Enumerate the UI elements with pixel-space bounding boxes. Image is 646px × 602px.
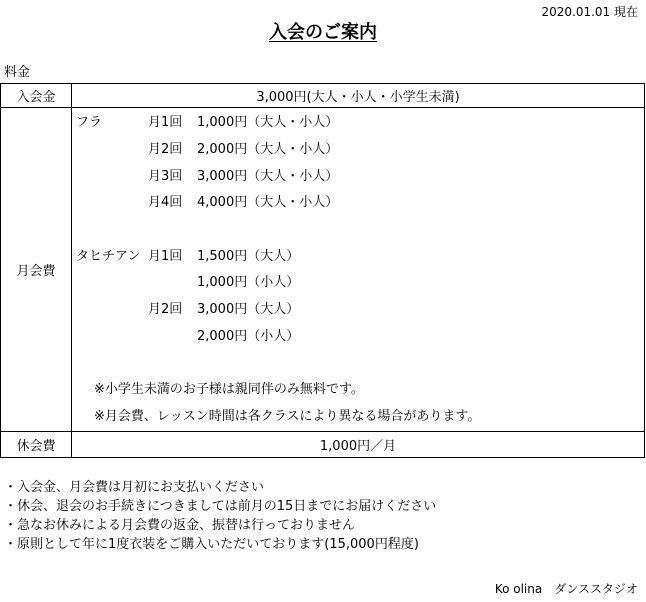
page-title bbox=[0, 24, 646, 42]
bottom-notes bbox=[4, 478, 436, 554]
monthly-note: ※小学生未満のお子様は親同伴のみ無料です。 bbox=[94, 382, 364, 397]
leave-fee-value: 1,000円／月 bbox=[72, 432, 645, 458]
hula-price: 2,000円（大人・小人） bbox=[197, 142, 339, 157]
leave-fee-row bbox=[1, 432, 645, 458]
hula-times: 月3回 bbox=[148, 169, 183, 184]
leave-fee-label: 休会費 bbox=[1, 432, 72, 458]
monthly-fee-label: 月会費 bbox=[1, 108, 72, 432]
hula-price: 4,000円（大人・小人） bbox=[197, 195, 339, 210]
entry-fee-row bbox=[1, 84, 645, 108]
entry-fee-label: 入会金 bbox=[1, 84, 72, 108]
tahitian-price: 3,000円（大人） bbox=[197, 302, 300, 317]
fee-section-label: 料金 bbox=[4, 65, 31, 80]
tahitian-times: 月1回 bbox=[148, 249, 183, 264]
note-item: ・急なお休みによる月会費の返金、振替は行っておりません bbox=[4, 518, 356, 533]
monthly-fee-detail bbox=[72, 108, 645, 432]
monthly-note: ※月会費、レッスン時間は各クラスにより異なる場合があります。 bbox=[94, 409, 481, 424]
hula-price: 1,000円（大人・小人） bbox=[197, 115, 339, 130]
note-item: ・原則として年に1度衣装をご購入いただいております(15,000円程度) bbox=[4, 537, 419, 552]
tahitian-class-name: タヒチアン bbox=[76, 249, 141, 264]
tahitian-times: 月2回 bbox=[148, 302, 183, 317]
hula-times: 月4回 bbox=[148, 195, 183, 210]
hula-times: 月1回 bbox=[148, 115, 183, 130]
note-item: ・休会、退会のお手続きにつきましては前月の15日までにお届けください bbox=[4, 499, 437, 514]
note-item: ・入会金、月会費は月初にお支払いください bbox=[4, 480, 265, 495]
hula-class-name: フラ bbox=[76, 115, 103, 130]
hula-times: 月2回 bbox=[148, 142, 183, 157]
date-note: 2020.01.01 現在 bbox=[541, 5, 638, 19]
tahitian-price: 1,000円（小人） bbox=[197, 275, 300, 290]
studio-name: Ko olina ダンススタジオ bbox=[494, 582, 638, 596]
fee-table bbox=[0, 83, 645, 458]
page-title-text: 入会のご案内 bbox=[269, 22, 377, 43]
tahitian-price: 2,000円（小人） bbox=[197, 329, 300, 344]
entry-fee-value: 3,000円(大人・小人・小学生未満) bbox=[72, 84, 645, 108]
hula-price: 3,000円（大人・小人） bbox=[197, 169, 339, 184]
tahitian-price: 1,500円（大人） bbox=[197, 249, 300, 264]
monthly-fee-row bbox=[1, 108, 645, 432]
